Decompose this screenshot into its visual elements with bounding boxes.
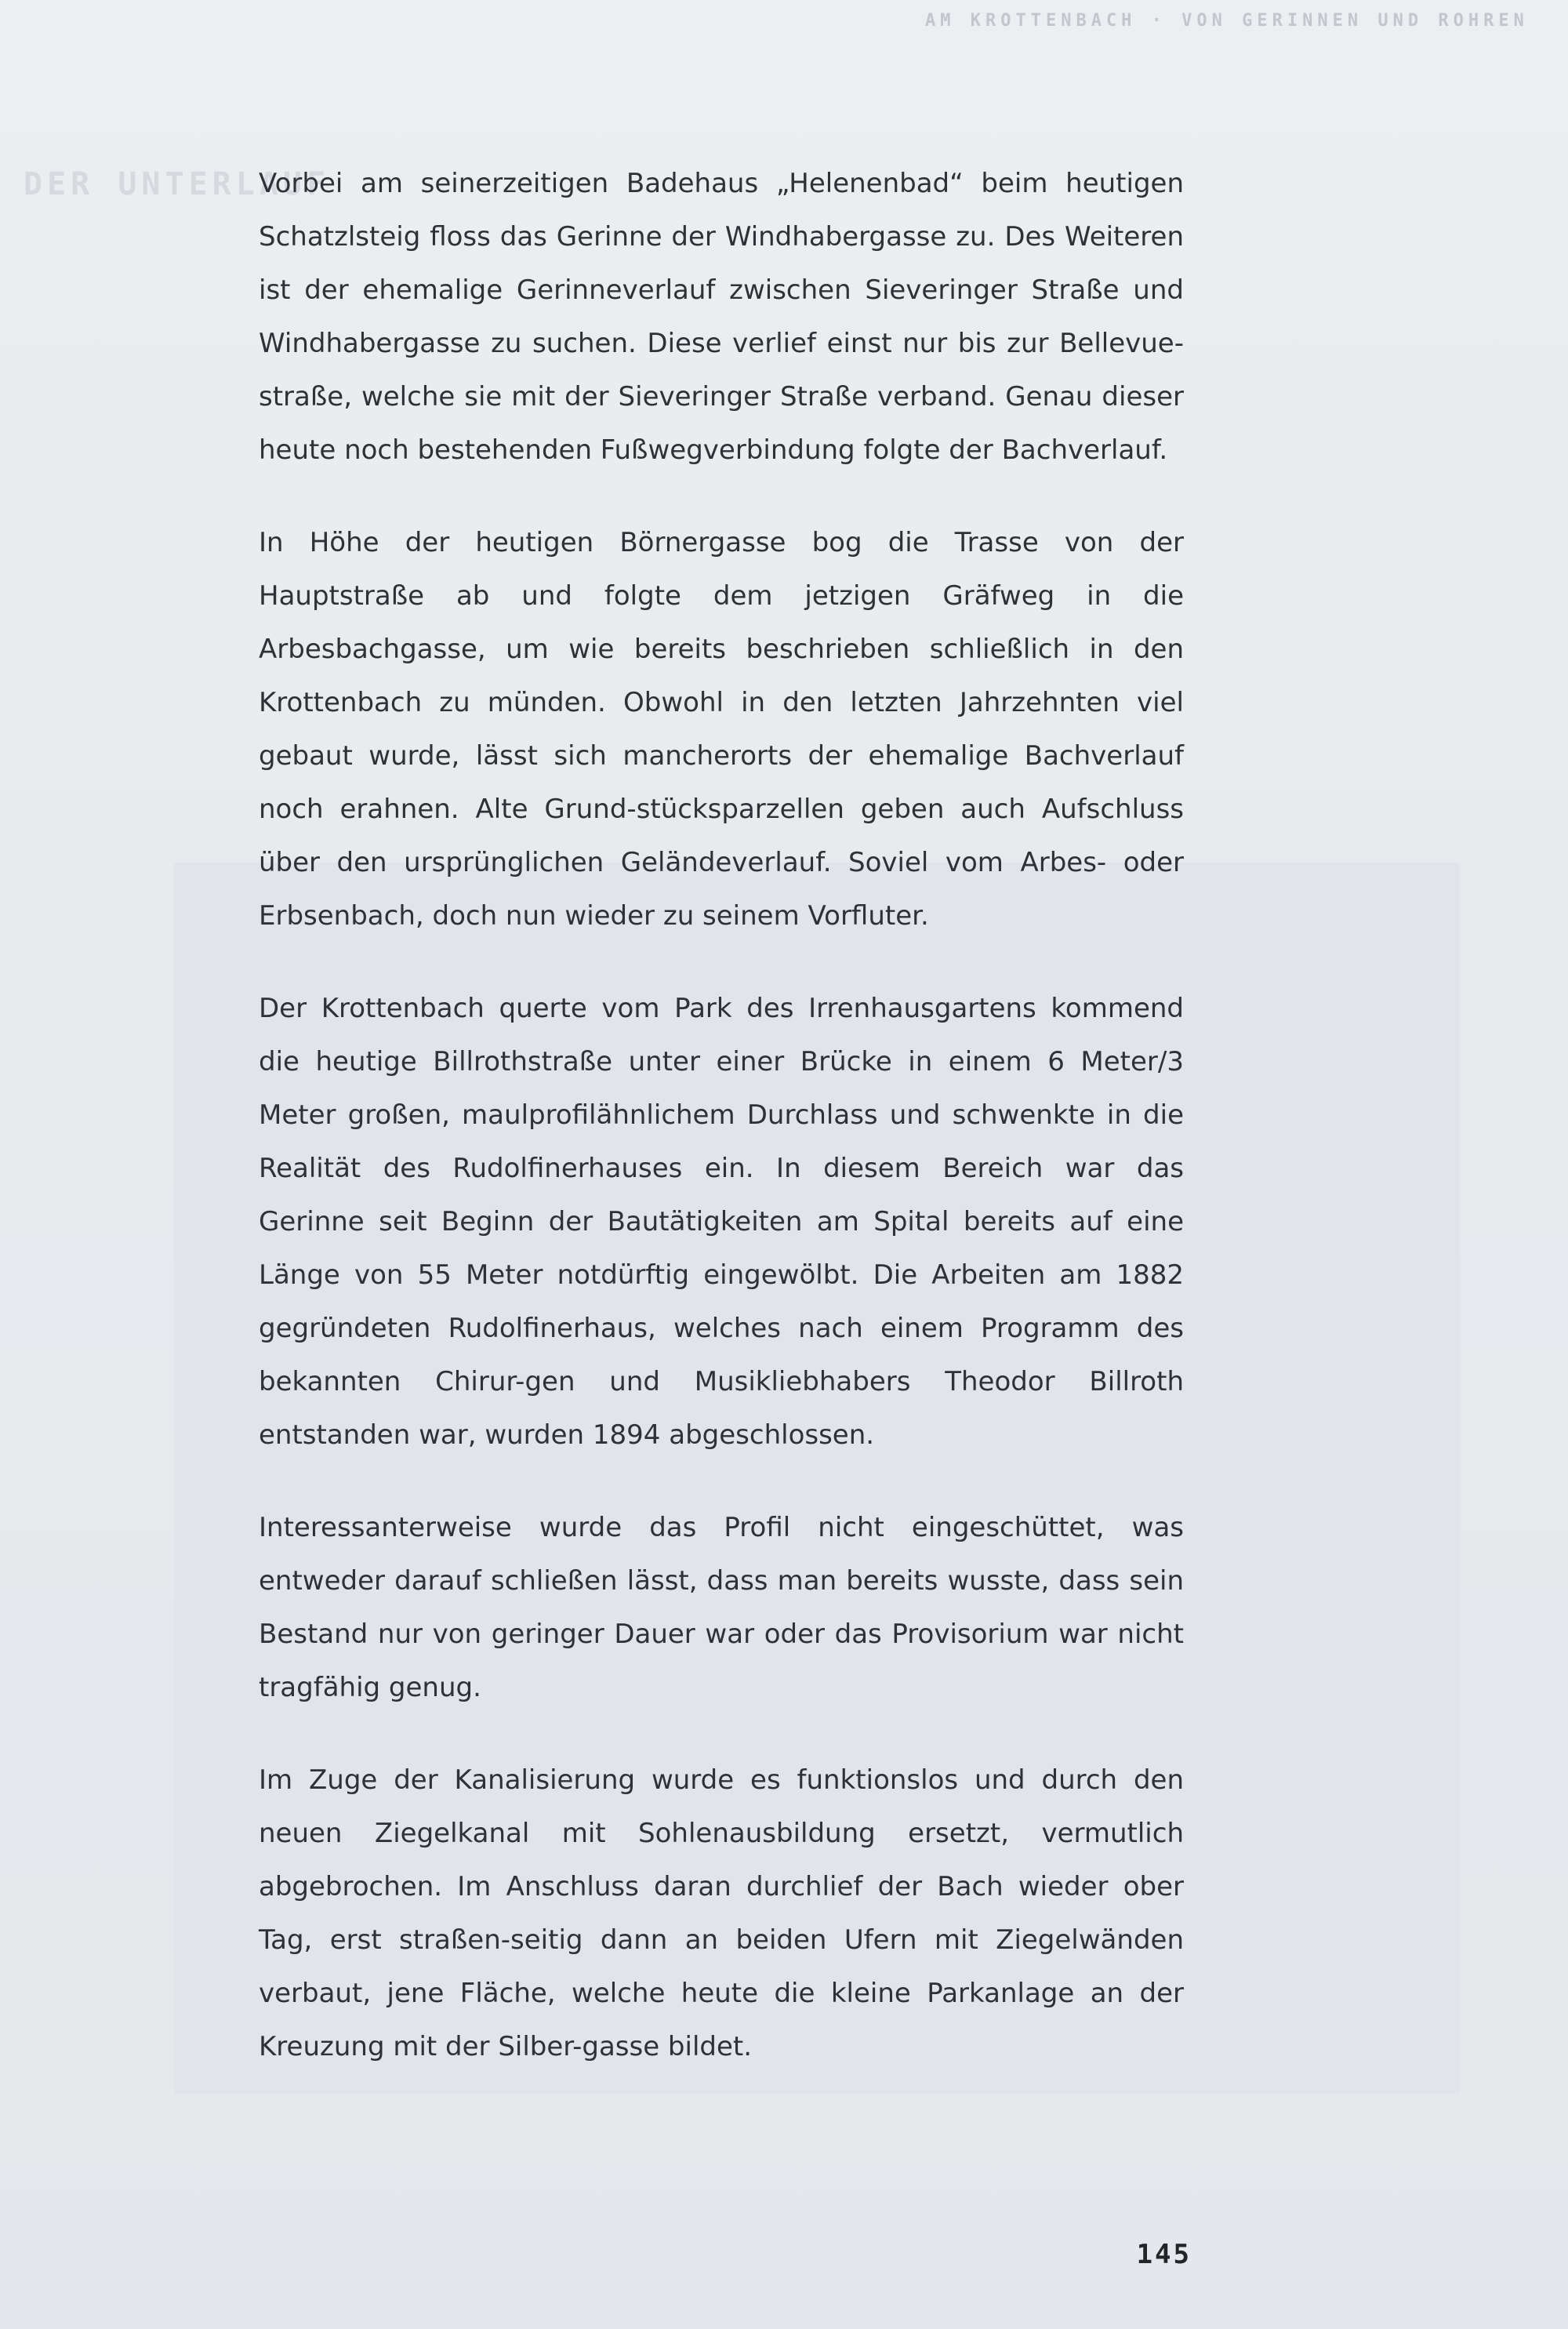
paragraph: Im Zuge der Kanalisierung wurde es funktionslos und durch den neuen Ziegelkanal mit Sohlenausbildung ersetzt, vermutlich abgebrochen. Im Anschluss daran durchlief der Bach wieder ober Tag, erst straßen-seitig dann an beiden Ufern mit Ziegelwänden verbaut, jene Fläche, welche heute die kleine Parkanlage an der Kreuzung mit der Silber-gasse bildet.	[259, 1764, 1184, 2062]
paragraph: Interessanterweise wurde das Profil nicht eingeschüttet, was entweder darauf schließen lässt, dass man bereits wusste, dass sein Bestand nur von geringer Dauer war oder das Provisorium war nicht tragfähig genug.	[259, 1512, 1184, 1703]
body-text	[259, 157, 1184, 2113]
paragraph: Der Krottenbach querte vom Park des Irrenhausgartens kommend die heutige Billrothstraße unter einer Brücke in einem 6 Meter/3 Meter großen, maulprofilähnlichem Durchlass und schwenkte in die Realität des Rudolfinerhauses ein. In diesem Bereich war das Gerinne seit Beginn der Bautätigkeiten am Spital bereits auf eine Länge von 55 Meter notdürftig eingewölbt. Die Arbeiten am 1882 gegründeten Rudolfinerhaus, welches nach einem Programm des bekannten Chirur-gen und Musikliebhabers Theodor Billroth entstanden war, wurden 1894 abgeschlossen.	[259, 993, 1184, 1451]
paragraph: In Höhe der heutigen Börnergasse bog die Trasse von der Hauptstraße ab und folgte dem jetzigen Gräfweg in die Arbesbachgasse, um wie bereits beschrieben schließlich in den Krottenbach zu münden. Obwohl in den letzten Jahrzehnten viel gebaut wurde, lässt sich mancherorts der ehemalige Bachverlauf noch erahnen. Alte Grund-stücksparzellen geben auch Aufschluss über den ursprünglichen Geländeverlauf. Soviel vom Arbes- oder Erbsenbach, doch nun wieder zu seinem Vorfluter.	[259, 527, 1184, 932]
show-through-heading: DER UNTERLAUF	[24, 166, 331, 202]
paragraph: Vorbei am seinerzeitigen Badehaus „Helenenbad“ beim heutigen Schatzlsteig floss das Gerinne der Windhabergasse zu. Des Weiteren ist der ehemalige Gerinneverlauf zwischen Sieveringer Straße und Windhabergasse zu suchen. Diese verlief einst nur bis zur Bellevue-straße, welche sie mit der Sieveringer Straße verband. Genau dieser heute noch bestehenden Fußwegverbindung folgte der Bachverlauf.	[259, 168, 1184, 466]
running-header: AM KROTTENBACH · VON GERINNEN UND ROHREN	[925, 11, 1529, 31]
page-number: 145	[1136, 2239, 1192, 2270]
